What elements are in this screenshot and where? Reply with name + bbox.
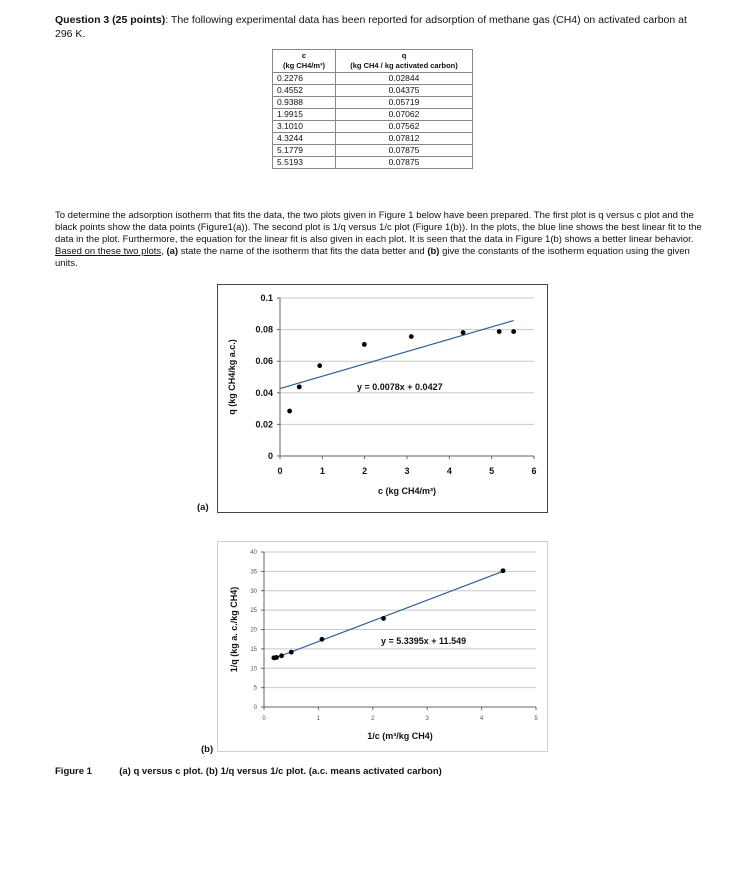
x-tick-label: 4 bbox=[479, 716, 484, 722]
fit-equation: y = 0.0078x + 0.0427 bbox=[357, 382, 443, 392]
y-tick-label: 30 bbox=[250, 588, 257, 595]
para-part3: state the name of the isotherm that fits the data better and bbox=[178, 246, 428, 257]
y-tick-label: 10 bbox=[250, 666, 257, 673]
table-row bbox=[273, 73, 473, 85]
figure-caption bbox=[55, 766, 442, 777]
table-cell-c: 5.5193 bbox=[273, 157, 336, 169]
y-tick-label: 20 bbox=[250, 627, 257, 634]
table-cell-c: 4.3244 bbox=[273, 133, 336, 145]
table-row bbox=[273, 145, 473, 157]
x-tick-label: 0 bbox=[262, 716, 266, 722]
table-cell-q: 0.07062 bbox=[336, 109, 473, 121]
table-cell-c: 0.2276 bbox=[273, 73, 336, 85]
col-c-header-line2: (kg CH4/m³) bbox=[282, 61, 326, 70]
y-tick-label: 5 bbox=[253, 685, 257, 692]
data-point bbox=[461, 330, 466, 335]
table-cell-c: 1.9915 bbox=[273, 109, 336, 121]
y-tick-label: 0.04 bbox=[255, 387, 273, 398]
table-cell-q: 0.07875 bbox=[336, 145, 473, 157]
figure-label-a: (a) bbox=[197, 502, 209, 513]
table-row bbox=[273, 121, 473, 133]
data-point bbox=[289, 650, 294, 655]
data-point bbox=[409, 334, 414, 339]
x-tick-label: 1 bbox=[316, 716, 321, 722]
table-cell-q: 0.04375 bbox=[336, 85, 473, 97]
y-tick-label: 0.08 bbox=[255, 324, 273, 335]
y-tick-label: 35 bbox=[250, 569, 257, 576]
chart-frame bbox=[218, 285, 548, 513]
data-point bbox=[497, 329, 502, 334]
para-bold-a: (a) bbox=[166, 246, 179, 257]
table-row bbox=[273, 97, 473, 109]
table-cell-q: 0.07562 bbox=[336, 121, 473, 133]
col-c-header-line1: c bbox=[301, 51, 307, 60]
y-tick-label: 0 bbox=[253, 705, 257, 711]
y-axis-title: q (kg CH4/kg a.c.) bbox=[227, 339, 237, 415]
y-axis-title: 1/q (kg a. c./kg CH4) bbox=[229, 586, 239, 673]
figure-label-b: (b) bbox=[201, 744, 214, 755]
data-point bbox=[381, 616, 386, 621]
data-point bbox=[320, 637, 325, 642]
data-point bbox=[274, 655, 279, 660]
table-row bbox=[273, 109, 473, 121]
col-q-header bbox=[336, 50, 473, 73]
table-row bbox=[273, 85, 473, 97]
y-tick-label: 15 bbox=[250, 646, 257, 653]
figure-caption-prefix: Figure 1 bbox=[55, 766, 92, 777]
x-tick-label: 5 bbox=[489, 466, 495, 476]
data-point bbox=[511, 329, 516, 334]
table-cell-c: 5.1779 bbox=[273, 145, 336, 157]
table-cell-c: 0.9388 bbox=[273, 97, 336, 109]
data-point bbox=[287, 409, 292, 414]
question-text: : The following experimental data has been reported for adsorption of methane gas (CH4) on activated carbon at 296 K. bbox=[55, 14, 687, 40]
data-point bbox=[297, 384, 302, 389]
x-tick-label: 1 bbox=[319, 466, 325, 476]
para-bold-b: (b) bbox=[427, 246, 440, 257]
figure-caption-text: (a) q versus c plot. (b) 1/q versus 1/c plot. (a.c. means activated carbon) bbox=[119, 766, 442, 777]
col-c-header bbox=[273, 50, 336, 73]
y-tick-label: 40 bbox=[250, 550, 257, 556]
chart-a bbox=[217, 284, 548, 513]
table-cell-c: 3.1010 bbox=[273, 121, 336, 133]
table-cell-q: 0.02844 bbox=[336, 73, 473, 85]
y-tick-label: 0.02 bbox=[255, 419, 273, 430]
x-tick-label: 2 bbox=[362, 466, 368, 476]
y-tick-label: 0.06 bbox=[255, 356, 273, 367]
data-point bbox=[501, 568, 506, 573]
table-cell-q: 0.07875 bbox=[336, 157, 473, 169]
data-table bbox=[272, 49, 473, 169]
data-point bbox=[279, 653, 284, 658]
x-tick-label: 6 bbox=[531, 466, 537, 476]
x-tick-label: 0 bbox=[277, 466, 283, 476]
table-row bbox=[273, 157, 473, 169]
para-underlined: Based on these two plots bbox=[55, 246, 162, 257]
para-part1: To determine the adsorption isotherm that fits the data, the two plots given in Figure 1 below have been prepared. The first plot is q versus c plot and the black points show the data points (Figure1(a)). The second plot is 1/q versus 1/c plot (Figure 1(b)). In the plots, the blue line shows the best linear fit to the data in the plot. Furthermore, the equation for the linear fit is also given in each plot. It is seen that the data in Figure 1(b) shows a better linear behavior. bbox=[55, 210, 702, 245]
table-cell-q: 0.05719 bbox=[336, 97, 473, 109]
y-tick-label: 0 bbox=[267, 451, 273, 461]
para-part2: , bbox=[161, 246, 167, 257]
col-q-header-line1: q bbox=[401, 51, 407, 60]
x-tick-label: 4 bbox=[446, 466, 452, 476]
x-tick-label: 5 bbox=[534, 716, 538, 722]
problem-paragraph bbox=[55, 210, 710, 270]
chart-b bbox=[217, 541, 548, 752]
x-tick-label: 3 bbox=[425, 716, 429, 722]
x-tick-label: 3 bbox=[404, 466, 410, 476]
question-heading: Question 3 (25 points) bbox=[55, 14, 166, 26]
x-axis-title: c (kg CH4/m³) bbox=[377, 486, 437, 496]
data-point bbox=[317, 363, 322, 368]
data-point bbox=[362, 342, 367, 347]
table-cell-q: 0.07812 bbox=[336, 133, 473, 145]
table-cell-c: 0.4552 bbox=[273, 85, 336, 97]
question-header bbox=[55, 13, 705, 41]
y-tick-label: 0.1 bbox=[260, 293, 273, 303]
col-q-header-line2: (kg CH4 / kg activated carbon) bbox=[350, 61, 458, 70]
table-row bbox=[273, 133, 473, 145]
y-tick-label: 25 bbox=[250, 608, 257, 615]
fit-equation: y = 5.3395x + 11.549 bbox=[381, 636, 467, 646]
x-tick-label: 2 bbox=[371, 716, 375, 722]
para-part4: give the constants of the isotherm equation using the given units. bbox=[55, 246, 690, 269]
x-axis-title: 1/c (m³/kg CH4) bbox=[367, 731, 433, 741]
